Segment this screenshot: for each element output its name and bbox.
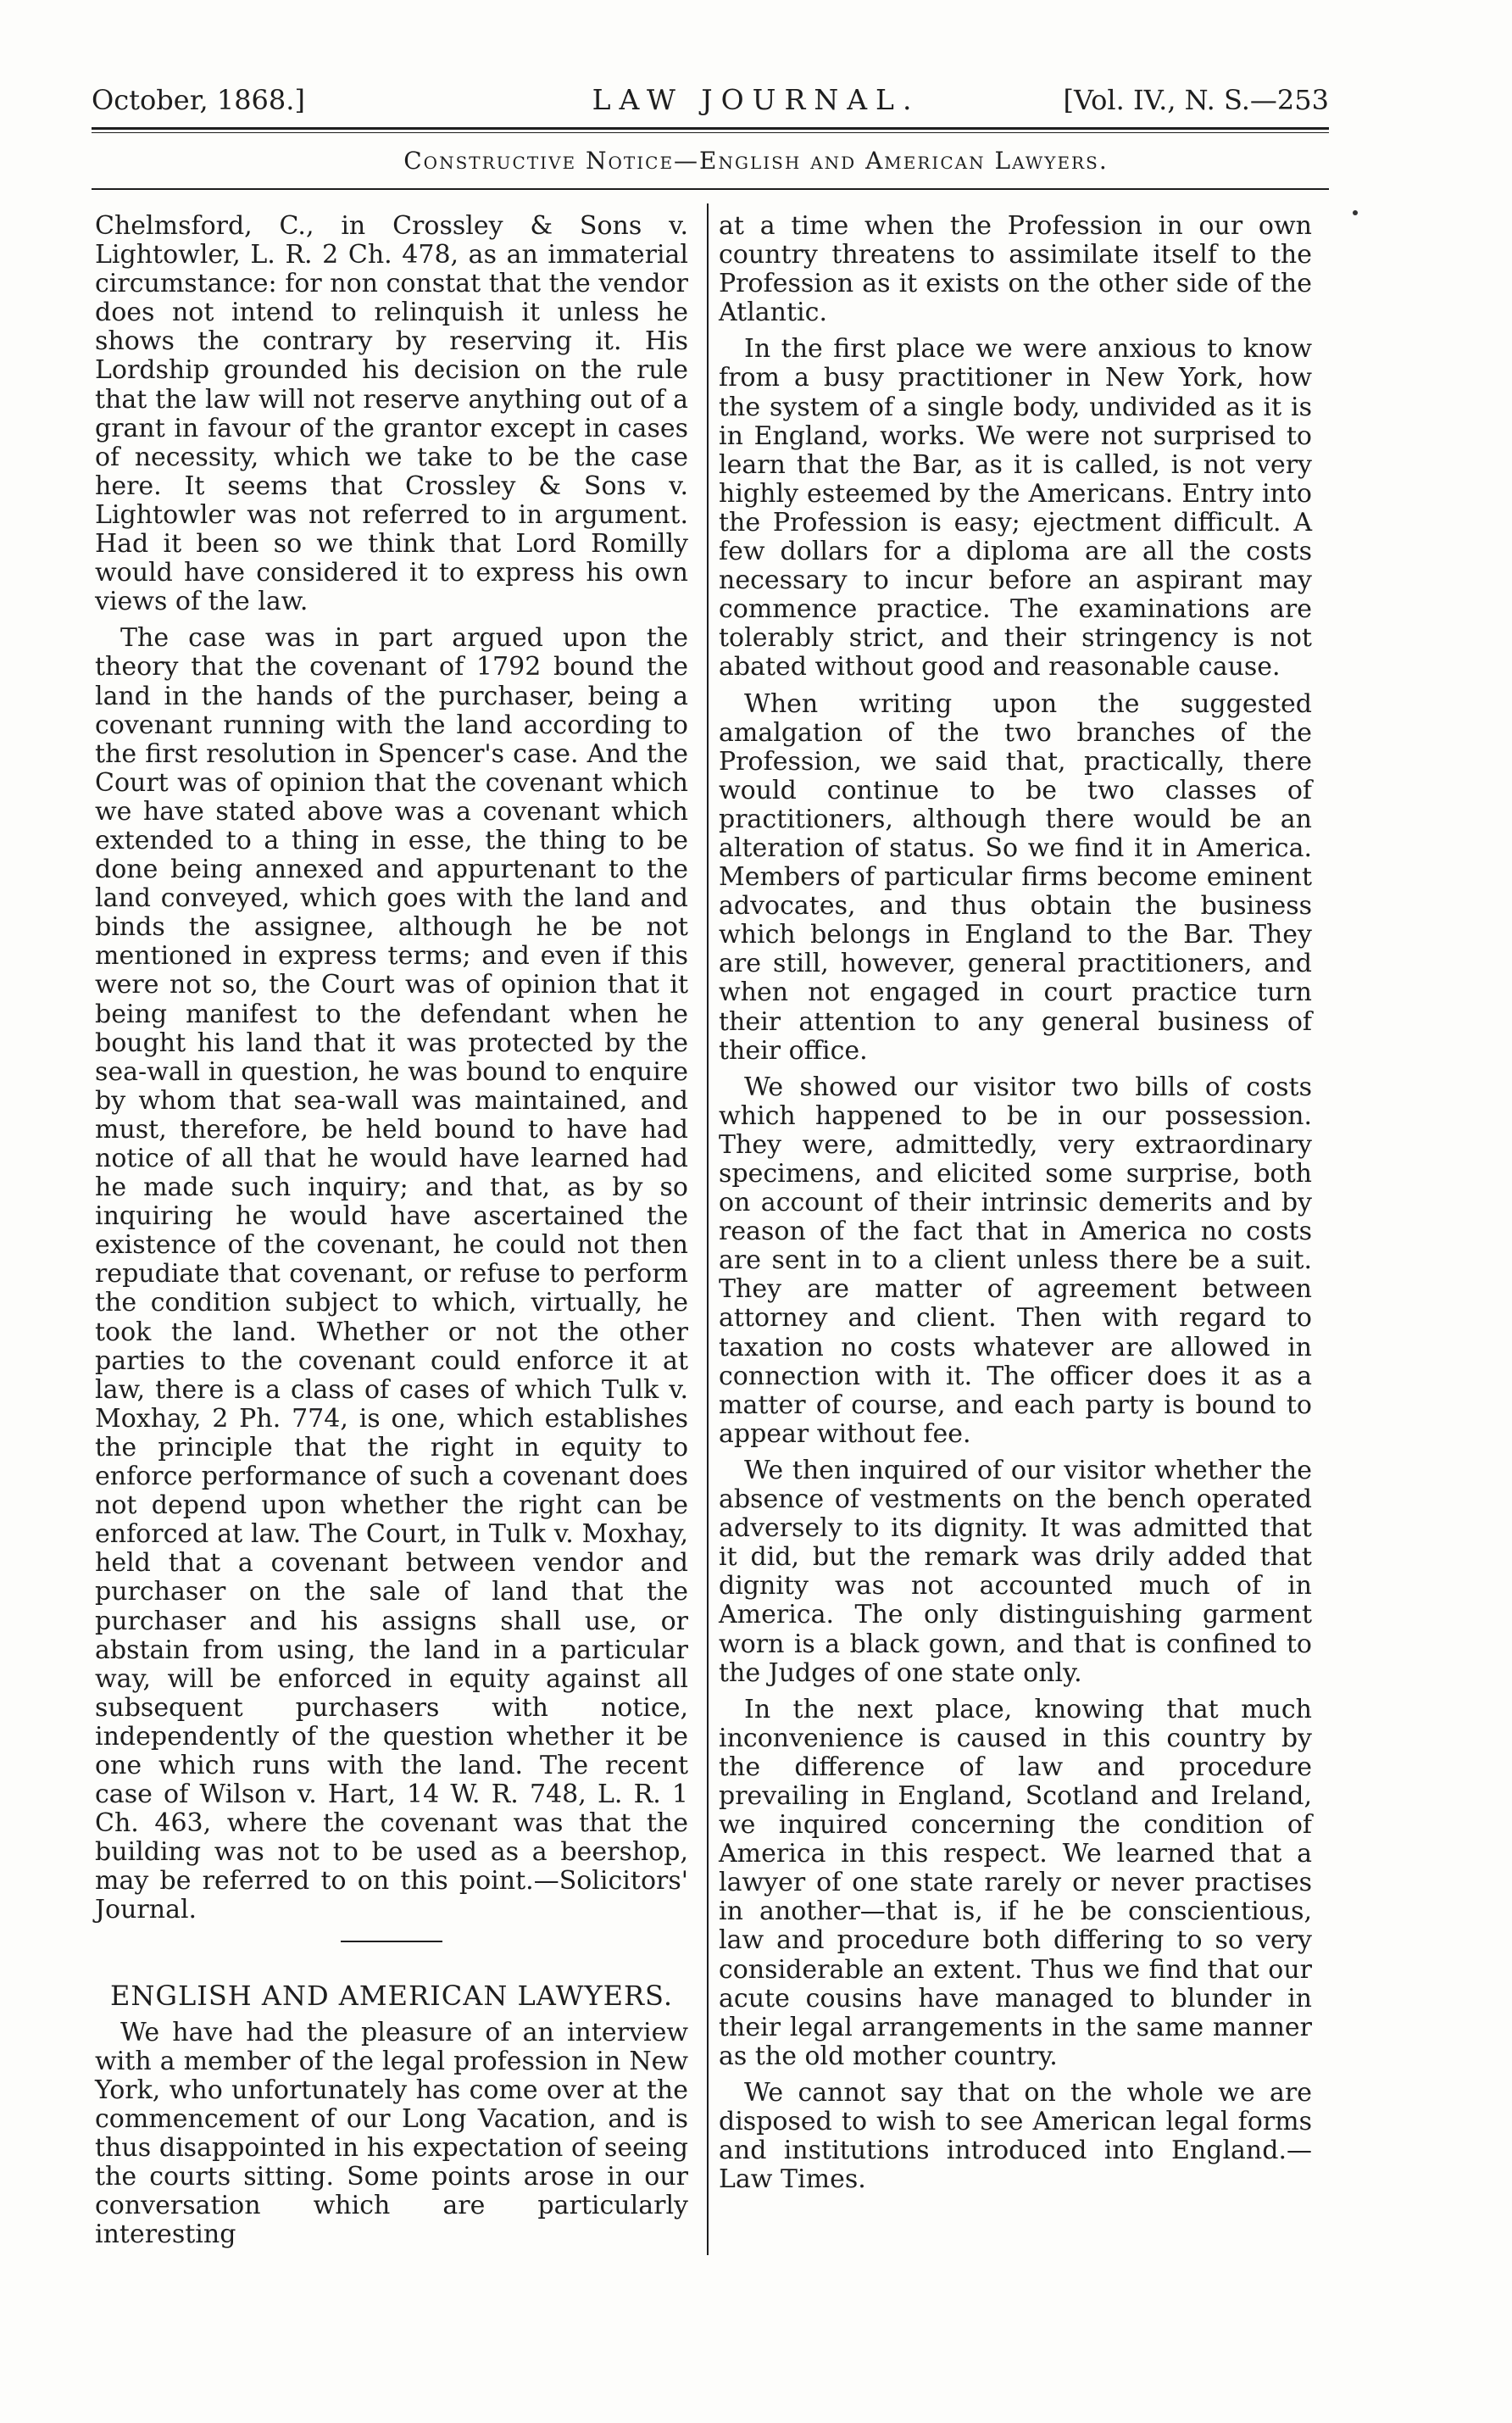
paragraph: We have had the pleasure of an interview with a member of the legal profession in New York, who unfortunately has come over at the commencement of our Long Vacation, and is thus disappointed in his expectation of seeing the courts sitting. Some points arose in our conversation which are particularly interesting [95,2017,688,2250]
header-journal-title: LAW JOURNAL. [592,83,920,116]
paragraph: In the next place, knowing that much inconvenience is caused in this country by the difference of law and procedure prevailing in England, Scotland and Ireland, we inquired concerning the condition of America in this respect. We learned that a lawyer of one state rarely or never practises in another—that is, if he be conscientious, law and procedure both differing to so very considerable an extent. Thus we find that our acute cousins have managed to blunder in their legal arrangements in the same manner as the old mother country. [719,1694,1312,2071]
running-subtitle: Constructive Notice—English and American Lawyers. [403,147,1109,175]
paragraph: Chelmsford, C., in Crossley & Sons v. Lightowler, L. R. 2 Ch. 478, as an immaterial circumstance: for non constat that the vendor does not intend to relinquish it unless he shows the contrary by reserving it. His Lordship grounded his decision on the rule that the law will not reserve anything out of a grant in favour of the grantor except in cases of necessity, which we take to be the case here. It seems that Crossley & Sons v. Lightowler was not referred to in argument. Had it been so we think that Lord Romilly would have considered it to express his own views of the law. [95,211,688,617]
margin-mark [1353,210,1358,215]
right-column [719,212,1312,2202]
left-column [95,212,688,2257]
paragraph: When writing upon the suggested amalgation of the two branches of the Profession, we said that, practically, there would continue to be two classes of practitioners, although there would be an alteration of status. So we find it in America. Members of particular firms become eminent advocates, and thus obtain the business which belongs in England to the Bar. They are still, however, general practitioners, and when not engaged in court practice turn their attention to any general business of their office. [719,688,1312,1066]
column-divider [707,203,709,2255]
header-date: October, 1868.] [92,84,305,116]
header-rule-thin [92,132,1329,133]
paragraph: We then inquired of our visitor whether the absence of vestments on the bench operated adversely to its dignity. It was admitted that it did, but the remark was drily added that dignity was not accounted much of in America. The only distinguishing garment worn is a black gown, and that is confined to the Judges of one state only. [719,1455,1312,1688]
header-rule-thick [92,127,1329,130]
section-separator [341,1941,442,1942]
paragraph: The case was in part argued upon the theory that the covenant of 1792 bound the land in the hands of the purchaser, being a covenant running with the land according to the first resolution in Spencer's case. And the Court was of opinion that the covenant which we have stated above was a covenant which extended to a thing in esse, the thing to be done being annexed and appurtenant to the land conveyed, which goes with the land and binds the assignee, although he be not mentioned in express terms; and even if this were not so, the Court was of opinion that it being manifest to the defendant when he bought his land that it was protected by the sea-wall in question, he was bound to enquire by whom that sea-wall was maintained, and must, therefore, be held bound to have had notice of all that he would have learned had he made such inquiry; and that, as by so inquiring he would have ascertained the existence of the covenant, he could not then repudiate that covenant, or refuse to perform the condition subject to which, virtually, he took the land. Whether or not the other parties to the covenant could enforce it at law, there is a class of cases of which Tulk v. Moxhay, 2 Ph. 774, is one, which establishes the principle that the right in equity to enforce performance of such a covenant does not depend upon whether the right can be enforced at law. The Court, in Tulk v. Moxhay, held that a covenant between vendor and purchaser on the sale of land that the purchaser and his assigns shall use, or abstain from using, the land in a particular way, will be enforced in equity against all subsequent purchasers with notice, independently of the question whether it be one which runs with the land. The recent case of Wilson v. Hart, 14 W. R. 748, L. R. 1 Ch. 463, where the covenant was that the building was not to be used as a beershop, may be referred to on this point.—Solicitors' Journal. [95,623,688,1925]
subtitle-rule [92,188,1329,190]
paragraph: We showed our visitor two bills of costs which happened to be in our possession. They were, admittedly, very extraordinary specimens, and elicited some surprise, both on account of their intrinsic demerits and by reason of the fact that in America no costs are sent in to a client unless there be a suit. They are matter of agreement between attorney and client. Then with regard to taxation no costs whatever are allowed in connection with it. The officer does it as a matter of course, and each party is bound to appear without fee. [719,1072,1312,1449]
header-volume: [Vol. IV., N. S.—253 [1063,84,1329,116]
paragraph: at a time when the Profession in our own country threatens to assimilate itself to the Profession as it exists on the other side of the Atlantic. [719,211,1312,328]
article-title: ENGLISH AND AMERICAN LAWYERS. [110,1979,673,2012]
paragraph: In the first place we were anxious to know from a busy practitioner in New York, how the system of a single body, undivided as it is in England, works. We were not surprised to learn that the Bar, as it is called, is not very highly esteemed by the Americans. Entry into the Profession is easy; ejectment difficult. A few dollars for a diploma are all the costs necessary to incur before an aspirant may commence practice. The examinations are tolerably strict, and their stringency is not abated without good and reasonable cause. [719,334,1312,682]
paragraph: We cannot say that on the whole we are disposed to wish to see American legal forms and institutions introduced into England.—Law Times. [719,2077,1312,2195]
